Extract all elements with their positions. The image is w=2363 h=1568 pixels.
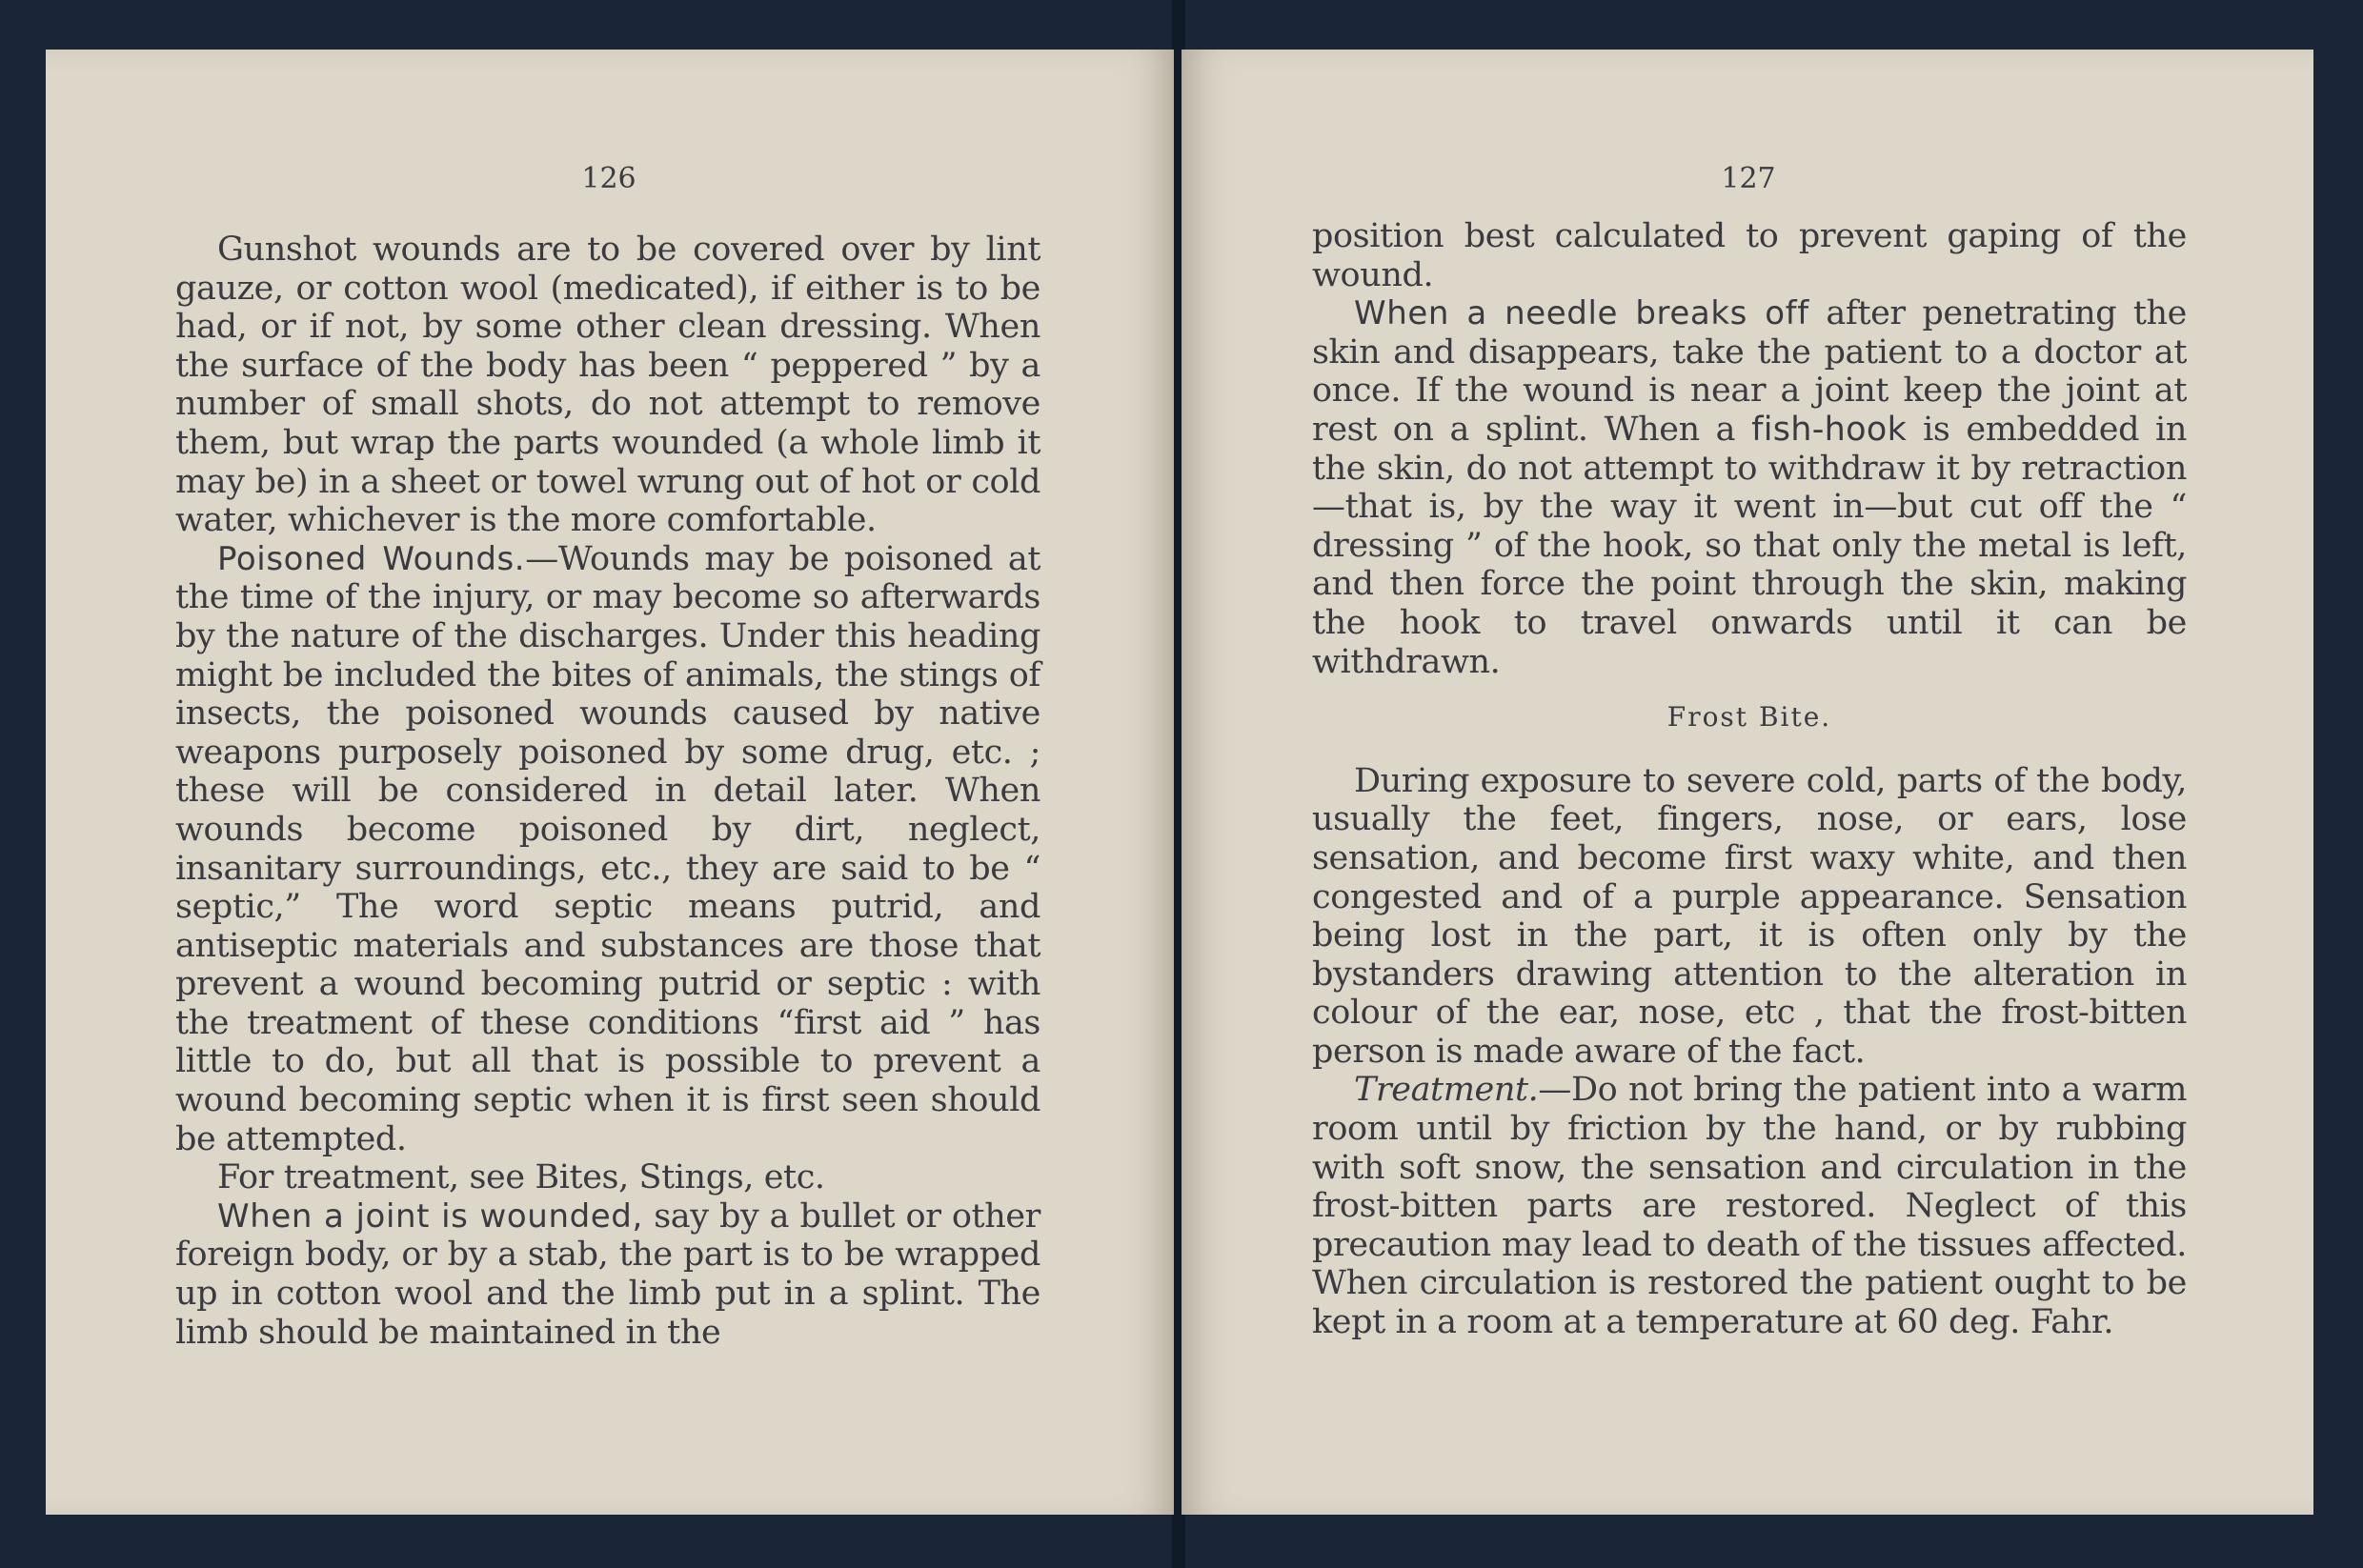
heading-poisoned-wounds: Poisoned Wounds. <box>217 539 526 578</box>
needle-text-a: after penetrating the skin and disappears, take the patient to a doctor at once. If the wound is near a joint keep the joint at rest on a splint. When a <box>1312 294 2187 449</box>
paragraph-frost-bite: During exposure to severe cold, parts of the body, usually the feet, fingers, nose, or ears, lose sensation, and become first waxy white, and then congested and of a purple appearance. Sensation being lost in the part, it is often only by the bystanders drawing attention to the alteration in colour of the ear, nose, etc , that the frost-bitten person is made aware of the fact. <box>1312 761 2187 1071</box>
page-number-right: 127 <box>1721 162 1776 195</box>
paragraph-joint-wounded <box>175 1197 1040 1352</box>
right-page-body <box>1312 217 2187 1342</box>
paragraph-treatment-reference: For treatment, see Bites, Stings, etc. <box>217 1158 825 1197</box>
section-title-frost-bite: Frost Bite. <box>1666 701 1832 734</box>
poisoned-wounds-text: —Wounds may be poisoned at the time of the injury, or may become so afterwards by the nature of the discharges. Under this heading might be included the bites of animals, the stings of insects, the poisoned wounds caused by native weapons purposely poisoned by some drug, etc. ; these will be considered in detail later. When wounds become poisoned by dirt, neglect, insanitary surroundings, etc., they are said to be “ septic,” The word septic means putrid, and antiseptic materials and substances are those that prevent a wound becoming putrid or septic : with the treatment of these conditions “first aid ” has little to do, but all that is possible to prevent a wound becoming septic when it is first seen should be attempted. <box>175 539 1040 1158</box>
paragraph-continuation: position best calculated to prevent gaping of the wound. <box>1312 217 2187 294</box>
paragraph-frost-bite-treatment <box>1312 1071 2187 1341</box>
joint-wounded-text: say by a bullet or other foreign body, or by a stab, the part is to be wrapped up in cotton wool and the limb put in a splint. The limb should be maintained in the <box>175 1196 1041 1352</box>
paragraph-gunshot-wounds: Gunshot wounds are to be covered over by lint gauze, or cotton wool (medicated), if either is to be had, or if not, by some other clean dressing. When the surface of the body has been “ peppered ” by a number of small shots, do not attempt to remove them, but wrap the parts wounded (a whole limb it may be) in a sheet or towel wrung out of hot or cold water, whichever is the more comfortable. <box>175 231 1040 540</box>
heading-treatment: Treatment. <box>1354 1071 1539 1110</box>
paragraph-needle-breaks <box>1312 294 2187 681</box>
heading-needle-breaks: When a needle breaks off <box>1354 294 1809 333</box>
term-fish-hook: fish-hook <box>1751 410 1908 449</box>
page-number-left: 126 <box>581 162 636 195</box>
left-page <box>46 50 1174 1515</box>
paragraph-poisoned-wounds <box>175 540 1040 1159</box>
treatment-text: —Do not bring the patient into a warm room until by friction by the hand, or by rubbing with soft snow, the sensation and circulation in the frost-bitten parts are restored. Neglect of this precaution may lead to death of the tissues affected. When circulation is restored the patient ought to be kept in a room at a temperature at 60 deg. Fahr. <box>1312 1071 2187 1342</box>
needle-text-b: is embedded in the skin, do not attempt to withdraw it by retraction—that is, by the way it went in—but cut off the “ dressing ” of the hook, so that only the metal is left, and then force the point through the skin, making the hook to travel onwards until it can be withdrawn. <box>1312 410 2187 681</box>
left-page-body <box>175 231 1040 1352</box>
heading-joint-wounded: When a joint is wounded, <box>217 1196 643 1236</box>
right-page <box>1182 50 2313 1515</box>
